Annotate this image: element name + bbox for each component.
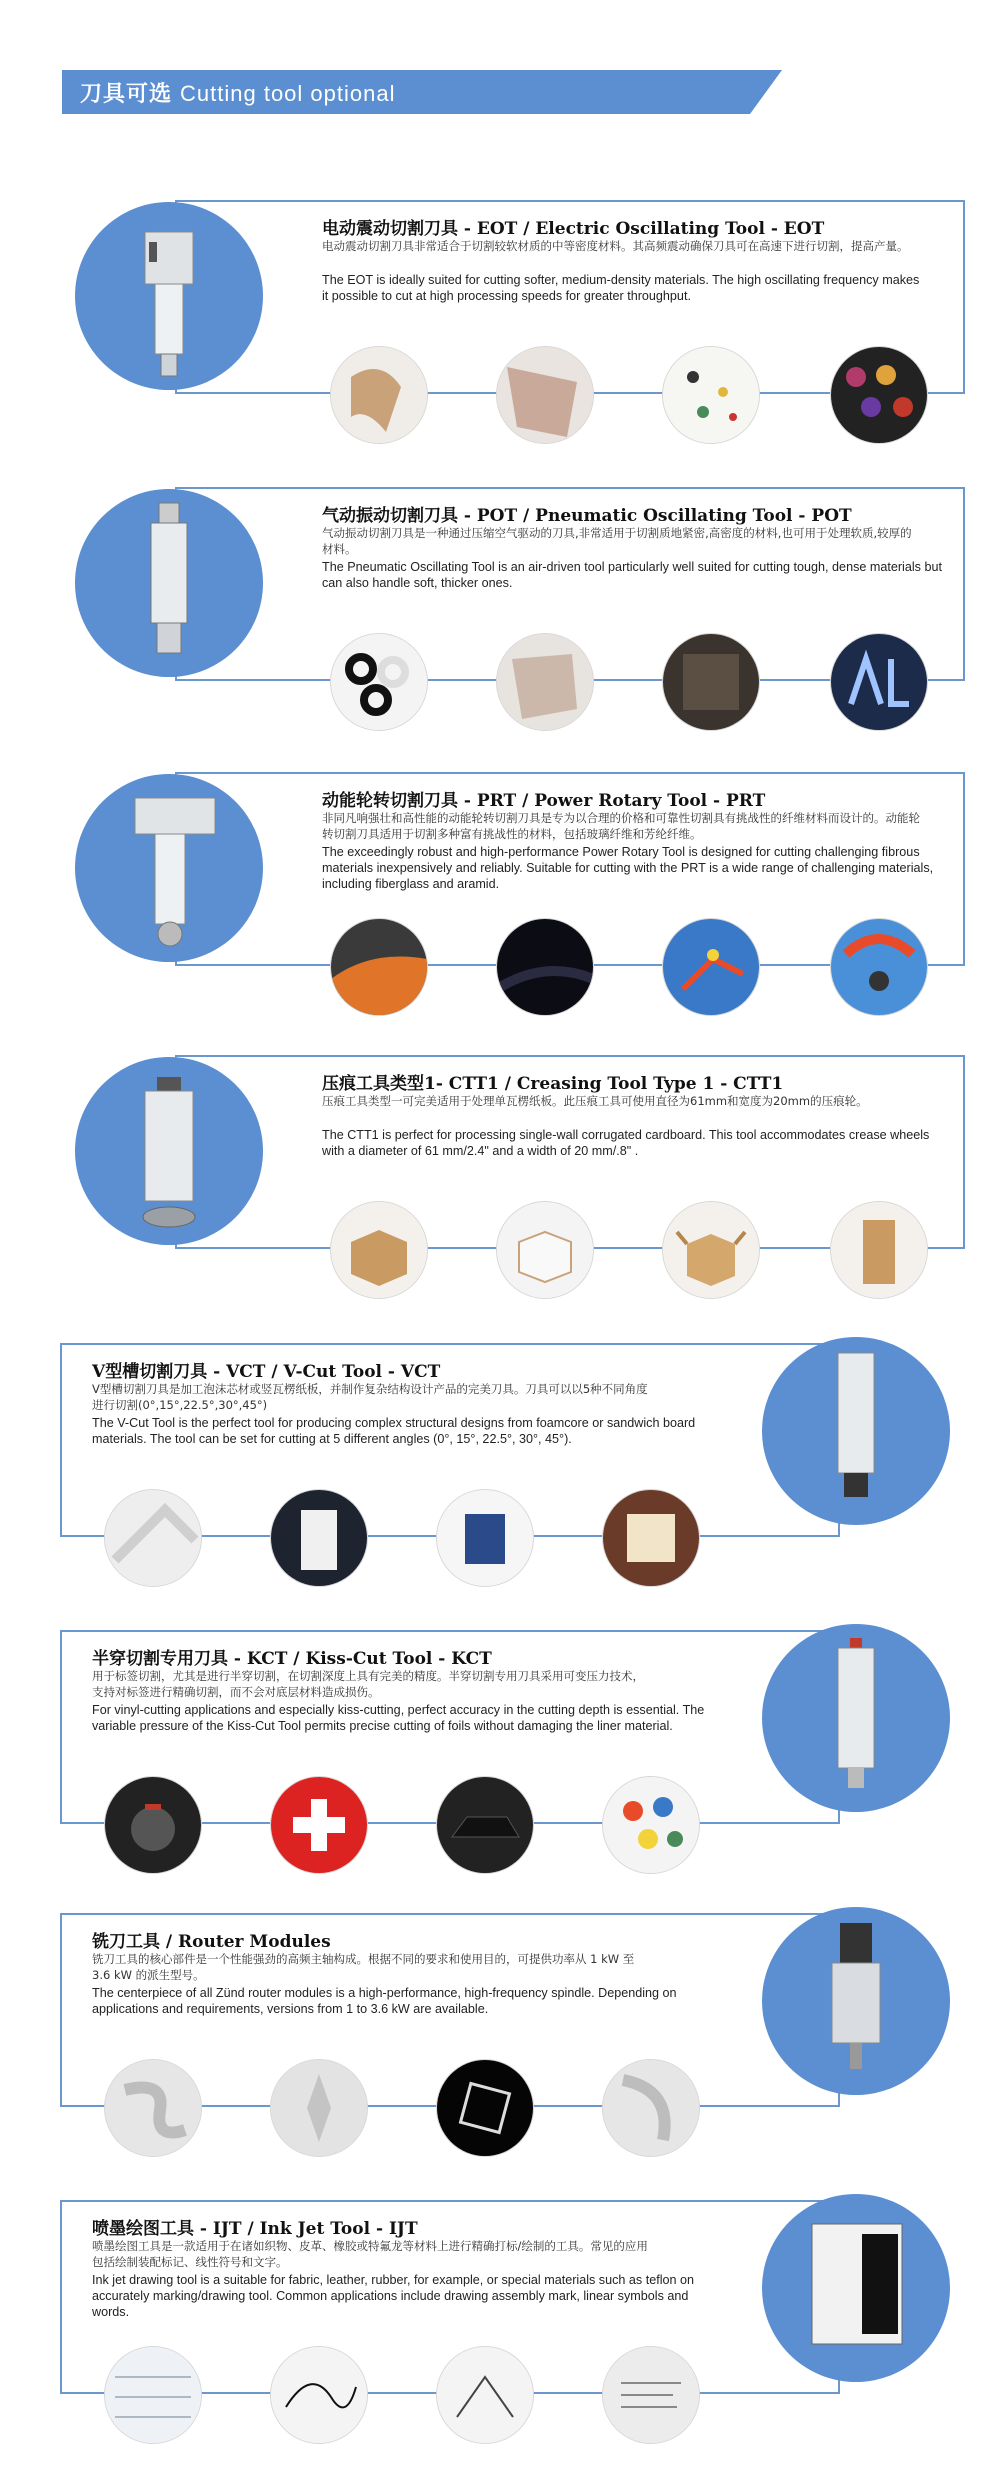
router-sample-3: [602, 2059, 700, 2157]
ctt1-tool-photo: [75, 1057, 263, 1245]
ctt1-title: 压痕工具类型1- CTT1 / Creasing Tool Type 1 - CTT1: [322, 1074, 784, 1094]
tool-section-prt: [0, 772, 1000, 1012]
router-desc-cn: 铣刀工具的核心部件是一个性能强劲的高频主轴构成。根据不同的要求和使用目的，可提供功率从 1 kW 至 3.6 kW 的派生型号。: [92, 1952, 635, 1982]
vct-desc-cn: V型槽切割刀具是加工泡沫芯材或竖瓦楞纸板，并制作复杂结构设计产品的完美刀具。刀具可以以5种不同角度进行切割(0°,15°,22.5°,30°,45°): [92, 1382, 648, 1412]
pot-desc-cn: 气动振动切割刀具是一种通过压缩空气驱动的刀具,非常适用于切割质地紧密,高密度的材料,也可用于处理软质,较厚的材料。: [322, 526, 912, 556]
eot-sample-pattern: [662, 346, 760, 444]
kct-desc-cn: 用于标签切割，尤其是进行半穿切割，在切割深度上具有完美的精度。半穿切割专用刀具采用可变压力技术，支持对标签进行精确切割，而不会对底层材料造成损伤。: [92, 1669, 644, 1699]
pot-sample-foam: [662, 633, 760, 731]
tool-section-ctt1: [0, 1055, 1000, 1295]
tool-section-router: [0, 1913, 1000, 2153]
kct-sample-car-interior: [104, 1776, 202, 1874]
tool-section-vct: [0, 1343, 1000, 1583]
vct-sample-pos-display: [436, 1489, 534, 1587]
pot-sample-rings: [330, 633, 428, 731]
prt-sample-textile: [496, 918, 594, 1016]
ctt1-desc-en: The CTT1 is perfect for processing single-wall corrugated cardboard. This tool accommodates crease wheels with a diameter of 61 mm/2.4" and a width of 20 mm/.8" .: [322, 1128, 930, 1158]
ctt1-sample-box-flaps: [662, 1201, 760, 1299]
eot-title: 电动震动切割刀具 - EOT / Electric Oscillating Tool - EOT: [322, 219, 825, 239]
vct-tool-photo: [762, 1337, 950, 1525]
kct-tool-photo: [762, 1624, 950, 1812]
pot-title: 气动振动切割刀具 - POT / Pneumatic Oscillating Tool - POT: [322, 506, 852, 526]
pot-sample-felt: [496, 633, 594, 731]
tool-section-pot: [0, 487, 1000, 727]
ijt-desc-cn: 喷墨绘图工具是一款适用于在诸如织物、皮革、橡胶或特氟龙等材料上进行精确打标/绘制的工具。常见的应用包括绘制装配标记、线性符号和文字。: [92, 2239, 648, 2269]
page-header-banner: [62, 70, 782, 114]
ijt-sample-pattern: [104, 2346, 202, 2444]
page-title-cn: 刀具可选: [80, 82, 173, 107]
prt-tool-photo: [75, 774, 263, 962]
router-tool-photo: [762, 1907, 950, 2095]
tool-section-ijt: [0, 2200, 1000, 2440]
ijt-sample-drawing: [436, 2346, 534, 2444]
eot-tool-photo: [75, 202, 263, 390]
eot-sample-cardboard: [496, 346, 594, 444]
vct-sample-display-stand: [270, 1489, 368, 1587]
vct-sample-foam-board: [104, 1489, 202, 1587]
pot-desc-en: The Pneumatic Oscillating Tool is an air-driven tool particularly well suited for cutting tough, dense materials but can also handle soft, thicker ones.: [322, 560, 942, 590]
eot-sample-dots: [830, 346, 928, 444]
pot-tool-photo: [75, 489, 263, 677]
ctt1-desc-cn: 压痕工具类型一可完美适用于处理单瓦楞纸板。此压痕工具可使用直径为61mm和宽度为20mm的压痕轮。: [322, 1094, 868, 1108]
tool-section-eot: [0, 200, 1000, 440]
vct-title: V型槽切割刀具 - VCT / V-Cut Tool - VCT: [92, 1362, 441, 1382]
eot-desc-cn: 电动震动切割刀具非常适合于切割较软材质的中等密度材料。其高频震动确保刀具可在高速下进行切割，提高产量。: [322, 239, 909, 253]
ijt-tool-photo: [762, 2194, 950, 2382]
vct-desc-en: The V-Cut Tool is the perfect tool for producing complex structural designs from foamcore or sandwich board materials. The tool can be set for cutting at 5 different angles (0°, 15°, 22.5°, 30°, 45°).: [92, 1416, 696, 1446]
page-title: [80, 77, 395, 108]
prt-sample-paraglider: [830, 918, 928, 1016]
kct-sample-stickers: [602, 1776, 700, 1874]
eot-sample-corrugated: [330, 346, 428, 444]
ijt-sample-curve: [270, 2346, 368, 2444]
pot-sample-acrylic: [830, 633, 928, 731]
ijt-desc-en: Ink jet drawing tool is a suitable for fabric, leather, rubber, for example, or special materials such as teflon on accurately marking/drawing tool. Common applications include drawing assembly mark, linear symbols and words.: [92, 2273, 695, 2319]
router-sample-acrylic-frame: [436, 2059, 534, 2157]
tool-section-kct: [0, 1630, 1000, 1870]
kct-sample-swiss-cross: [270, 1776, 368, 1874]
eot-desc-en: The EOT is ideally suited for cutting softer, medium-density materials. The high oscillating frequency makes it possible to cut at high processing speeds for greater throughput.: [322, 273, 920, 303]
kct-desc-en: For vinyl-cutting applications and especially kiss-cutting, perfect accuracy in the cutting depth is essential. The variable pressure of the Kiss-Cut Tool permits precise cutting of foils without damaging the liner material.: [92, 1703, 705, 1733]
ijt-title: 喷墨绘图工具 - IJT / Ink Jet Tool - IJT: [92, 2219, 418, 2239]
router-desc-en: The centerpiece of all Zünd router modules is a high-performance, high-frequency spindle. Depending on applications and requirements, versions from 1 to 3.6 kW are available.: [92, 1986, 677, 2016]
ctt1-sample-box-white: [496, 1201, 594, 1299]
page-title-en: Cutting tool optional: [180, 81, 396, 106]
prt-sample-skier: [662, 918, 760, 1016]
prt-desc-en: The exceedingly robust and high-performance Power Rotary Tool is designed for cutting challenging fibrous materials inexpensively and reliably. Suitable for cutting with the PRT is a wide range of challenging materials, including fiberglass and aramid.: [322, 845, 934, 891]
router-title: 铣刀工具 / Router Modules: [92, 1932, 331, 1952]
kct-title: 半穿切割专用刀具 - KCT / Kiss-Cut Tool - KCT: [92, 1649, 492, 1669]
ctt1-sample-box-tall: [830, 1201, 928, 1299]
prt-desc-cn: 非同凡响强壮和高性能的动能轮转切割刀具是专为以合理的价格和可靠性切割具有挑战性的纤维材料而设计的。动能轮转切割刀具适用于切割多种富有挑战性的材料，包括玻璃纤维和芳纶纤维。: [322, 811, 920, 841]
router-sample-2: [270, 2059, 368, 2157]
vct-sample-photo-frames: [602, 1489, 700, 1587]
router-sample-1: [104, 2059, 202, 2157]
prt-sample-orange: [330, 918, 428, 1016]
ijt-sample-text: [602, 2346, 700, 2444]
prt-title: 动能轮转切割刀具 - PRT / Power Rotary Tool - PRT: [322, 791, 766, 811]
kct-sample-car-black: [436, 1776, 534, 1874]
ctt1-sample-box-open: [330, 1201, 428, 1299]
